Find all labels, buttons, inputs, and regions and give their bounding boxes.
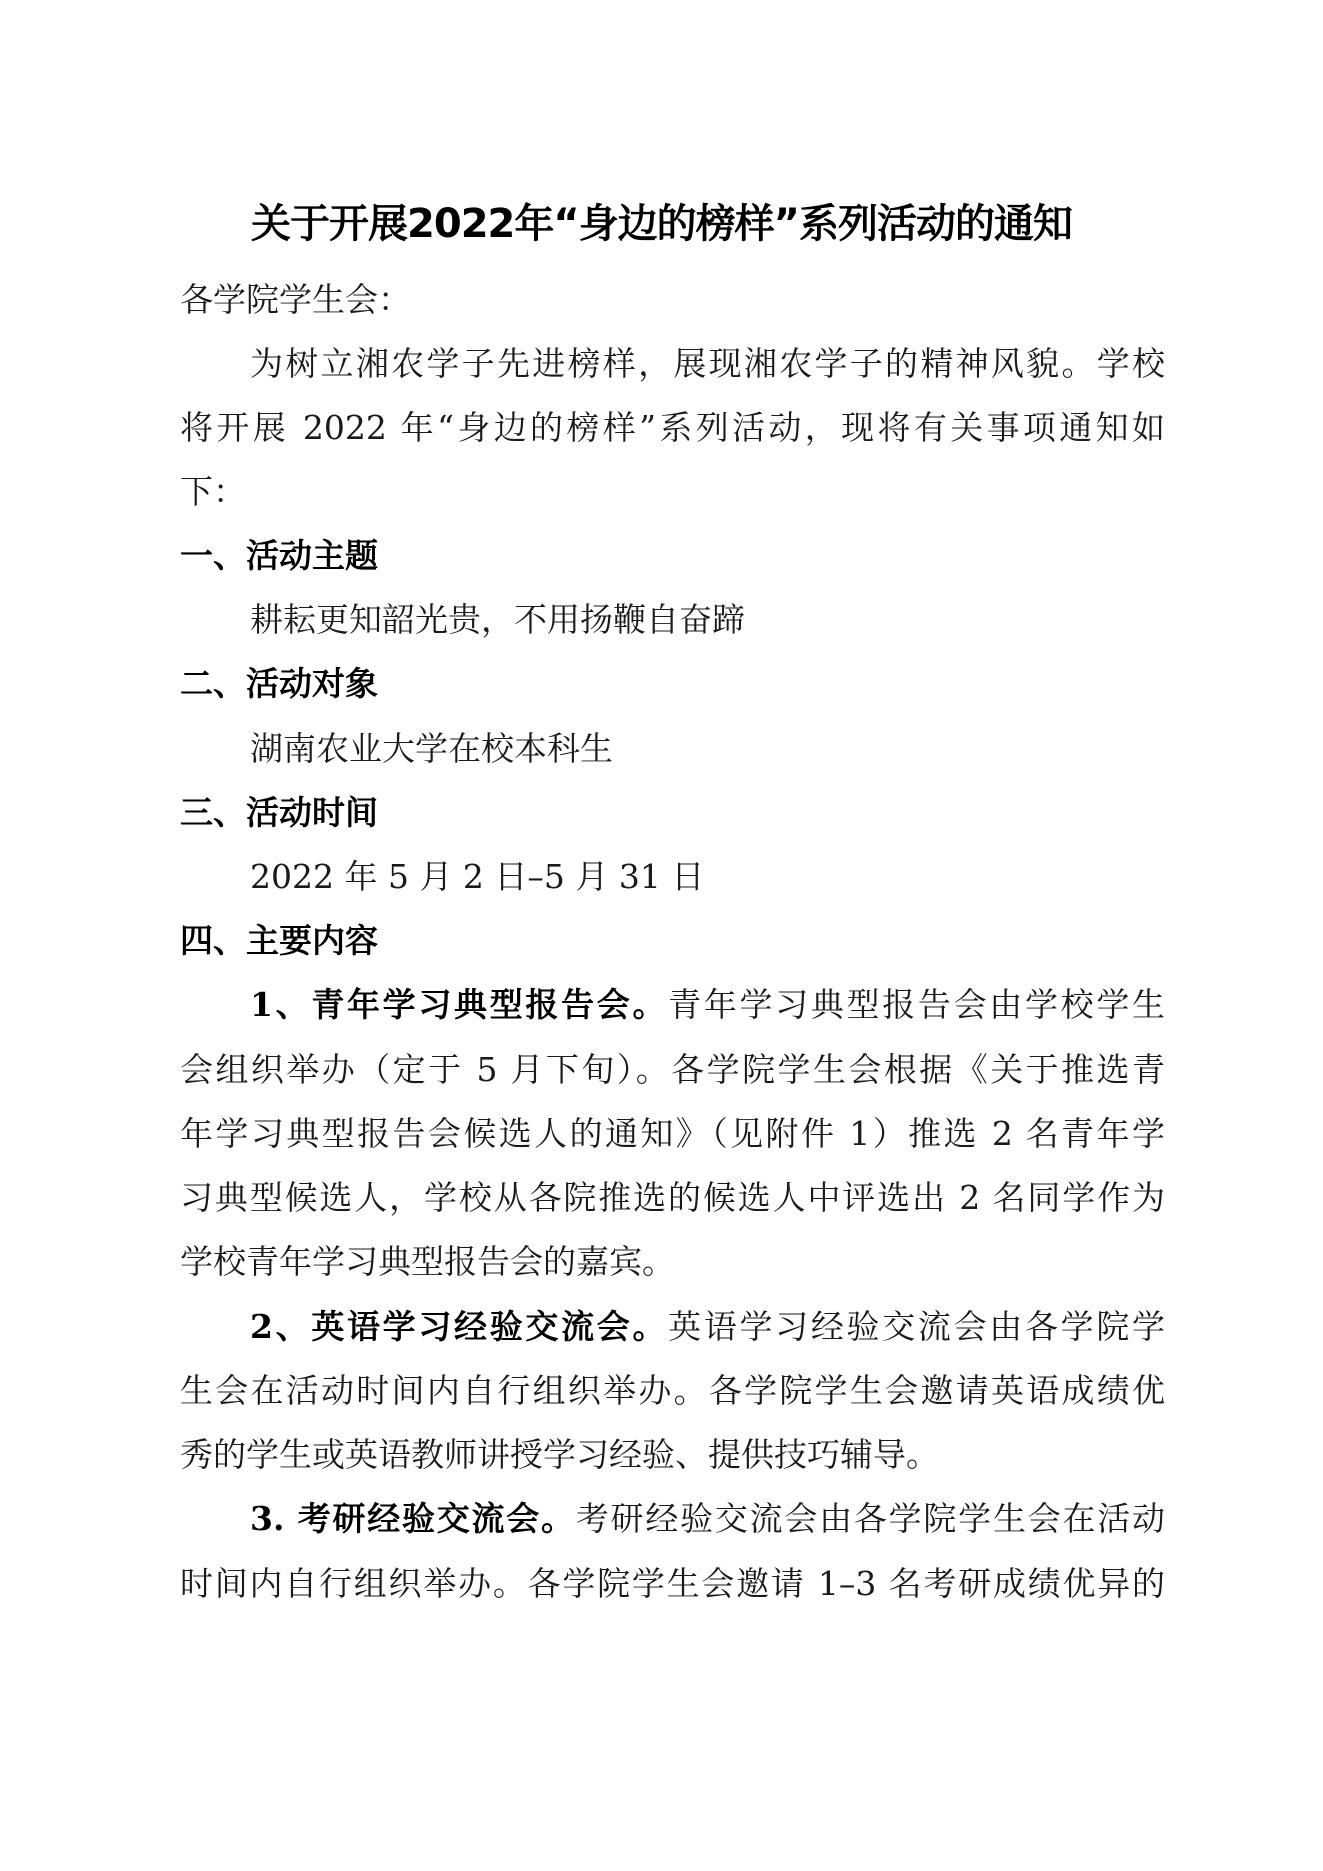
item3-line-1 [180, 1497, 1165, 1541]
section-heading-content: 四、主要内容 [180, 921, 378, 960]
section-content-audience: 湖南农业大学在校本科生 [250, 729, 613, 768]
item3-text-1: 考研经验交流会由各学院学生会在活动 [575, 1499, 1165, 1538]
section-heading-theme: 一、活动主题 [180, 536, 378, 575]
intro-line-3: 下： [180, 472, 246, 511]
intro-line-1: 为树立湘农学子先进榜样，展现湘农学子的精神风貌。学校 [250, 344, 1165, 383]
item1-line-1 [180, 983, 1165, 1027]
section-heading-time: 三、活动时间 [180, 793, 378, 832]
salutation: 各学院学生会： [180, 280, 411, 319]
item2-line-1 [180, 1305, 1165, 1349]
section-content-time: 2022 年 5 月 2 日–5 月 31 日 [250, 857, 705, 896]
section-content-theme: 耕耘更知韶光贵，不用扬鞭自奋蹄 [250, 600, 745, 639]
item1-line-2: 会组织举办（定于 5 月下旬）。各学院学生会根据《关于推选青 [180, 1050, 1165, 1089]
item2-lead: 2、英语学习经验交流会。 [250, 1307, 669, 1346]
item1-line-3: 年学习典型报告会候选人的通知》（见附件 1）推选 2 名青年学 [180, 1114, 1165, 1153]
item3-line-2: 时间内自行组织举办。各学院学生会邀请 1–3 名考研成绩优异的 [180, 1564, 1165, 1603]
intro-line-2: 将开展 2022 年“身边的榜样”系列活动，现将有关事项通知如 [180, 408, 1165, 447]
item2-line-3: 秀的学生或英语教师讲授学习经验、提供技巧辅导。 [180, 1435, 939, 1474]
item3-lead: 3. 考研经验交流会。 [250, 1499, 576, 1538]
item1-text-1: 青年学习典型报告会由学校学生 [668, 985, 1165, 1024]
document-title: 关于开展2022年“身边的榜样”系列活动的通知 [251, 201, 1072, 247]
item2-text-1: 英语学习经验交流会由各学院学 [668, 1307, 1165, 1346]
item1-line-4: 习典型候选人，学校从各院推选的候选人中评选出 2 名同学作为 [180, 1178, 1165, 1217]
section-heading-audience: 二、活动对象 [180, 664, 378, 703]
item1-line-5: 学校青年学习典型报告会的嘉宾。 [180, 1242, 675, 1281]
item1-lead: 1、青年学习典型报告会。 [250, 985, 669, 1024]
item2-line-2: 生会在活动时间内自行组织举办。各学院学生会邀请英语成绩优 [180, 1371, 1165, 1410]
